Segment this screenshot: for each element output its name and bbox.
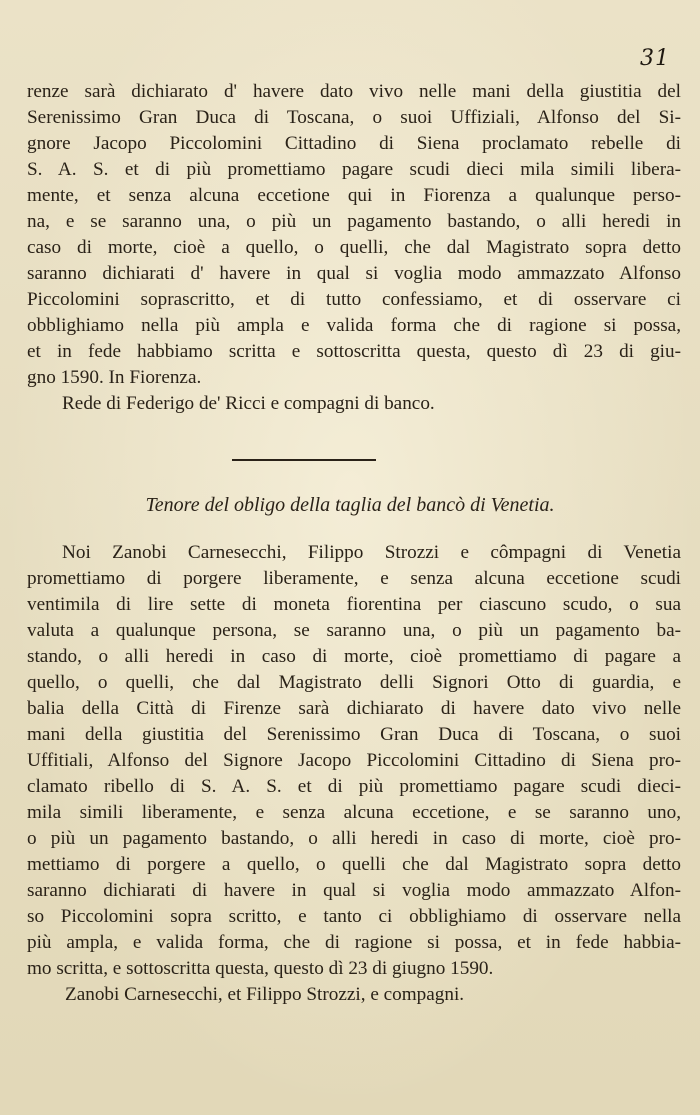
- text-line: mettiamo di porgere a quello, o quelli che dal Magistrato sopra detto: [27, 854, 681, 875]
- text-line: promettiamo di porgere liberamente, e senza alcuna eccetione scudi: [27, 568, 681, 589]
- text-line: mo scritta, e sottoscritta questa, questo dì 23 di giugno 1590.: [27, 958, 494, 979]
- text-line: caso di morte, cioè a quello, o quelli, che dal Magistrato sopra detto: [27, 237, 681, 258]
- text-line: clamato ribello di S. A. S. et di più promettiamo pagare scudi dieci-: [27, 776, 681, 797]
- page-number: 31: [640, 46, 670, 71]
- text-line: S. A. S. et di più promettiamo pagare scudi dieci mila simili libera-: [27, 159, 681, 180]
- text-line: balia della Città di Firenze sarà dichiarato di havere dato vivo nelle: [27, 698, 681, 719]
- text-line: mani della giustitia del Serenissimo Gran Duca di Toscana, o suoi: [27, 724, 681, 745]
- text-line: so Piccolomini sopra scritto, e tanto ci obblighiamo di osservare nella: [27, 906, 681, 927]
- text-line: più ampla, e valida forma, che di ragione si possa, et in fede habbia-: [27, 932, 681, 953]
- text-line: stando, o alli heredi in caso di morte, cioè promettiamo di pagare a: [27, 646, 681, 667]
- text-line: obblighiamo nella più ampla e valida forma che di ragione si possa,: [27, 315, 681, 336]
- text-line: mila simili liberamente, e senza alcuna eccetione, e se saranno uno,: [27, 802, 681, 823]
- text-line: Serenissimo Gran Duca di Toscana, o suoi Uffiziali, Alfonso del Si-: [27, 107, 681, 128]
- text-line: ventimila di lire sette di moneta fiorentina per ciascuno scudo, o sua: [27, 594, 681, 615]
- text-line: et in fede habbiamo scritta e sottoscritta questa, questo dì 23 di giu-: [27, 341, 681, 362]
- text-line: Uffitiali, Alfonso del Signore Jacopo Piccolomini Cittadino di Siena pro-: [27, 750, 681, 771]
- text-line: na, e se saranno una, o più un pagamento bastando, o alli heredi in: [27, 211, 681, 232]
- text-line: Noi Zanobi Carnesecchi, Filippo Strozzi e cômpagni di Venetia: [62, 542, 681, 563]
- text-line: quello, o quelli, che dal Magistrato delli Signori Otto di guardia, e: [27, 672, 681, 693]
- text-line: o più un pagamento bastando, o alli heredi in caso di morte, cioè pro-: [27, 828, 681, 849]
- text-line: Piccolomini soprascritto, et di tutto confessiamo, et di osservare ci: [27, 289, 681, 310]
- letter-body-2: [27, 540, 681, 1008]
- text-line: gnore Jacopo Piccolomini Cittadino di Siena proclamato rebelle di: [27, 133, 681, 154]
- section-heading: Tenore del obligo della taglia del bancò di Venetia.: [145, 494, 555, 516]
- text-line: renze sarà dichiarato d' havere dato vivo nelle mani della giustitia del: [27, 81, 681, 102]
- text-line: saranno dichiarati d' havere in qual si voglia modo ammazzato Alfonso: [27, 263, 681, 284]
- text-line: mente, et senza alcuna eccetione qui in Fiorenza a qualunque perso-: [27, 185, 681, 206]
- text-line: valuta a qualunque persona, se saranno una, o più un pagamento ba-: [27, 620, 681, 641]
- section-divider: [232, 459, 376, 461]
- letter-body-1: [27, 79, 681, 417]
- text-line: gno 1590. In Fiorenza.: [27, 367, 202, 388]
- signature-line: Rede di Federigo de' Ricci e compagni di banco.: [62, 393, 435, 414]
- signature-line: Zanobi Carnesecchi, et Filippo Strozzi, e compagni.: [65, 984, 465, 1005]
- text-line: saranno dichiarati di havere in qual si voglia modo ammazzato Alfon-: [27, 880, 681, 901]
